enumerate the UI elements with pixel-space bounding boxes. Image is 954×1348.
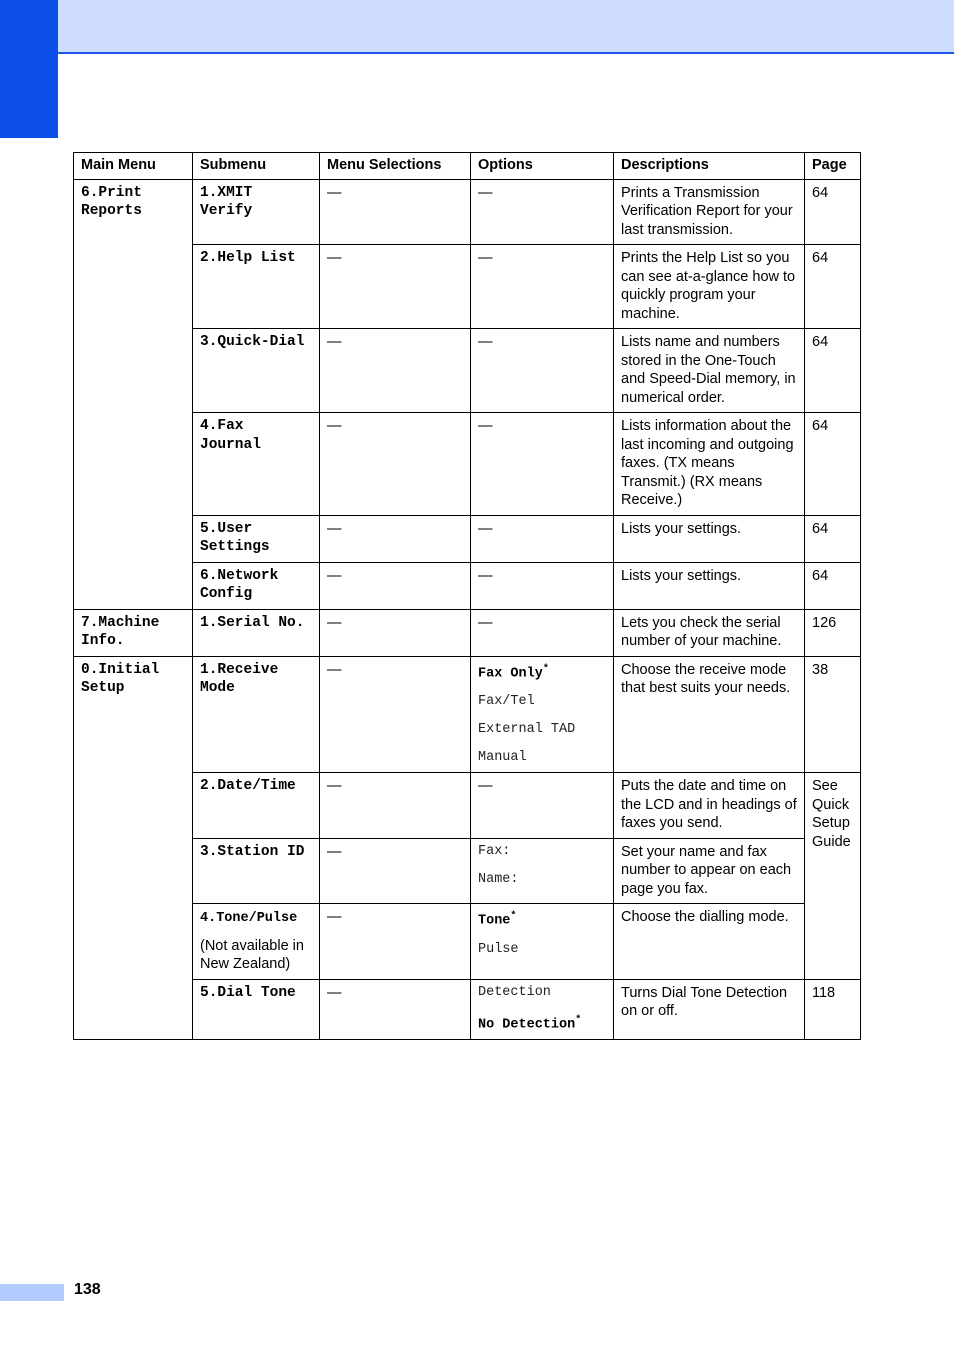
selection-cell: — — [320, 515, 471, 562]
submenu-cell: 2.Help List — [193, 245, 320, 329]
description-cell: Set your name and fax number to appear on each page you fax. — [614, 838, 805, 904]
description-cell: Turns Dial Tone Detection on or off. — [614, 979, 805, 1040]
option-item: Detection — [478, 984, 551, 1000]
header-band — [0, 0, 954, 54]
description-cell: Lists your settings. — [614, 562, 805, 609]
table-row — [74, 179, 861, 245]
options-cell: — — [471, 773, 614, 839]
table-row — [74, 904, 861, 980]
header-main-menu: Main Menu — [74, 153, 193, 180]
page-cell: 64 — [805, 413, 861, 516]
description-cell: Prints a Transmission Verification Report for your last transmission. — [614, 179, 805, 245]
header-options: Options — [471, 153, 614, 180]
table-row — [74, 515, 861, 562]
selection-cell: — — [320, 979, 471, 1040]
submenu-cell: 6.Network Config — [193, 562, 320, 609]
option-default: No Detection* — [478, 1014, 582, 1032]
selection-cell: — — [320, 245, 471, 329]
main-menu-cell: 6.Print Reports — [74, 179, 193, 609]
table-row — [74, 838, 861, 904]
submenu-note: (Not available in New Zealand) — [200, 937, 304, 972]
header-page: Page — [805, 153, 861, 180]
selection-cell: — — [320, 773, 471, 839]
description-cell: Lists your settings. — [614, 515, 805, 562]
options-cell: — — [471, 609, 614, 656]
selection-cell: — — [320, 329, 471, 413]
description-cell: Lists information about the last incoming and outgoing faxes. (TX means Transmit.) (RX means Receive.) — [614, 413, 805, 516]
table-header-row — [74, 153, 861, 180]
options-cell — [471, 838, 614, 904]
submenu-cell: 5.User Settings — [193, 515, 320, 562]
table-row — [74, 413, 861, 516]
page-cell: 64 — [805, 329, 861, 413]
header-submenu: Submenu — [193, 153, 320, 180]
options-cell: — — [471, 179, 614, 245]
table-row — [74, 245, 861, 329]
table-row — [74, 609, 861, 656]
options-cell: — — [471, 413, 614, 516]
options-cell — [471, 656, 614, 773]
selection-cell: — — [320, 656, 471, 773]
page-cell: 118 — [805, 979, 861, 1040]
page-cell: See Quick Setup Guide — [805, 773, 861, 980]
description-cell: Puts the date and time on the LCD and in headings of faxes you send. — [614, 773, 805, 839]
submenu-cell: 1.Receive Mode — [193, 656, 320, 773]
selection-cell: — — [320, 609, 471, 656]
submenu-cell: 1.XMIT Verify — [193, 179, 320, 245]
option-item: Manual — [478, 750, 527, 765]
page-cell: 38 — [805, 656, 861, 773]
page-number: 138 — [74, 1281, 101, 1298]
main-menu-cell: 7.Machine Info. — [74, 609, 193, 656]
submenu-cell: 3.Station ID — [193, 838, 320, 904]
table-row — [74, 329, 861, 413]
description-cell: Lists name and numbers stored in the One-Touch and Speed-Dial memory, in numerical order. — [614, 329, 805, 413]
page-cell: 64 — [805, 179, 861, 245]
options-cell — [471, 979, 614, 1040]
description-cell: Prints the Help List so you can see at-a-glance how to quickly program your machine. — [614, 245, 805, 329]
page-cell: 64 — [805, 562, 861, 609]
submenu-label: 4.Tone/Pulse — [200, 911, 298, 926]
table-row — [74, 562, 861, 609]
options-cell: — — [471, 562, 614, 609]
submenu-cell: 5.Dial Tone — [193, 979, 320, 1040]
options-cell — [471, 904, 614, 980]
options-cell: — — [471, 245, 614, 329]
page-cell: 126 — [805, 609, 861, 656]
submenu-cell: 1.Serial No. — [193, 609, 320, 656]
selection-cell: — — [320, 413, 471, 516]
options-cell: — — [471, 515, 614, 562]
page-cell: 64 — [805, 245, 861, 329]
description-cell: Choose the dialling mode. — [614, 904, 805, 980]
submenu-cell — [193, 904, 320, 980]
submenu-cell: 4.Fax Journal — [193, 413, 320, 516]
selection-cell: — — [320, 838, 471, 904]
description-cell: Choose the receive mode that best suits your needs. — [614, 656, 805, 773]
footer-tab — [0, 1284, 64, 1301]
selection-cell: — — [320, 562, 471, 609]
option-default: Tone* — [478, 911, 517, 929]
submenu-cell: 2.Date/Time — [193, 773, 320, 839]
page-cell: 64 — [805, 515, 861, 562]
option-default: Fax Only* — [478, 663, 549, 681]
table-row — [74, 979, 861, 1040]
option-item: Name: — [478, 871, 519, 887]
table-row — [74, 773, 861, 839]
main-menu-cell: 0.Initial Setup — [74, 656, 193, 1040]
submenu-cell: 3.Quick-Dial — [193, 329, 320, 413]
selection-cell: — — [320, 179, 471, 245]
chapter-tab — [0, 0, 58, 138]
menu-table — [73, 152, 861, 1040]
selection-cell: — — [320, 904, 471, 980]
table-row — [74, 656, 861, 773]
description-cell: Lets you check the serial number of your machine. — [614, 609, 805, 656]
header-descriptions: Descriptions — [614, 153, 805, 180]
option-item: Fax: — [478, 843, 511, 859]
options-cell: — — [471, 329, 614, 413]
option-item: Pulse — [478, 941, 519, 957]
header-menu-selections: Menu Selections — [320, 153, 471, 180]
option-item: Fax/Tel — [478, 694, 535, 709]
option-item: External TAD — [478, 722, 576, 737]
